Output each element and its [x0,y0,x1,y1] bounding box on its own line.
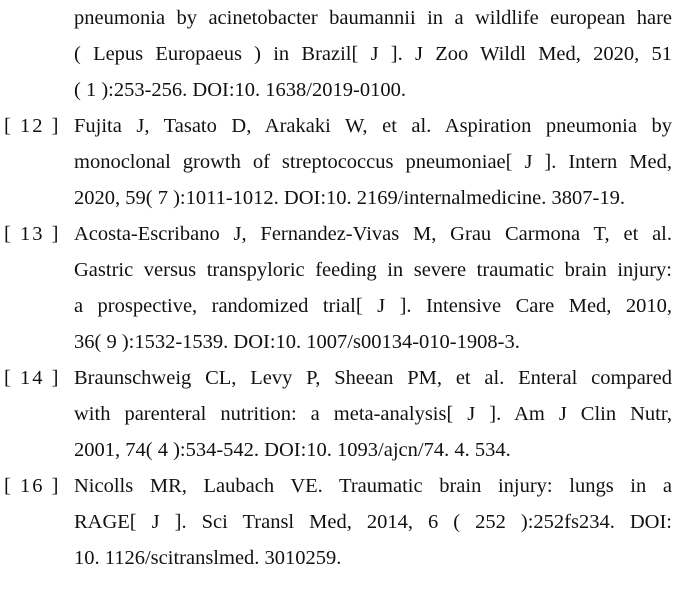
reference-line: Acosta-Escribano J, Fernandez-Vivas M, Grau Carmona T, et al. [74,223,672,245]
reference-number: [ 16 ] [4,475,61,497]
reference-line: monoclonal growth of streptococcus pneumoniae[ J ]. Intern Med, [74,151,672,173]
reference-line: 36( 9 ):1532-1539. DOI:10. 1007/s00134-010-1908-3. [74,331,520,353]
reference-line: ( 1 ):253-256. DOI:10. 1638/2019-0100. [74,79,406,101]
reference-line: 2001, 74( 4 ):534-542. DOI:10. 1093/ajcn/74. 4. 534. [74,439,511,461]
reference-entry-16 [0,468,682,576]
reference-entry-12 [0,108,682,216]
reference-line: ( Lepus Europaeus ) in Brazil[ J ]. J Zoo Wildl Med, 2020, 51 [74,43,672,65]
reference-number: [ 13 ] [4,223,61,245]
reference-number: [ 12 ] [4,115,61,137]
reference-line: RAGE[ J ]. Sci Transl Med, 2014, 6 ( 252 ):252fs234. DOI: [74,511,672,533]
reference-number: [ 14 ] [4,367,61,389]
reference-line: pneumonia by acinetobacter baumannii in a wildlife european hare [74,7,672,29]
reference-entry-13 [0,216,682,360]
reference-line: 2020, 59( 7 ):1011-1012. DOI:10. 2169/internalmedicine. 3807-19. [74,187,625,209]
reference-line: Gastric versus transpyloric feeding in severe traumatic brain injury: [74,259,672,281]
reference-entry-14 [0,360,682,468]
reference-line: Braunschweig CL, Levy P, Sheean PM, et al. Enteral compared [74,367,672,389]
reference-line: Nicolls MR, Laubach VE. Traumatic brain injury: lungs in a [74,475,672,497]
reference-line: 10. 1126/scitranslmed. 3010259. [74,547,342,569]
reference-entry-continued [0,0,682,108]
reference-line: Fujita J, Tasato D, Arakaki W, et al. Aspiration pneumonia by [74,115,672,137]
reference-line: with parenteral nutrition: a meta-analysis[ J ]. Am J Clin Nutr, [74,403,672,425]
reference-line: a prospective, randomized trial[ J ]. Intensive Care Med, 2010, [74,295,672,317]
